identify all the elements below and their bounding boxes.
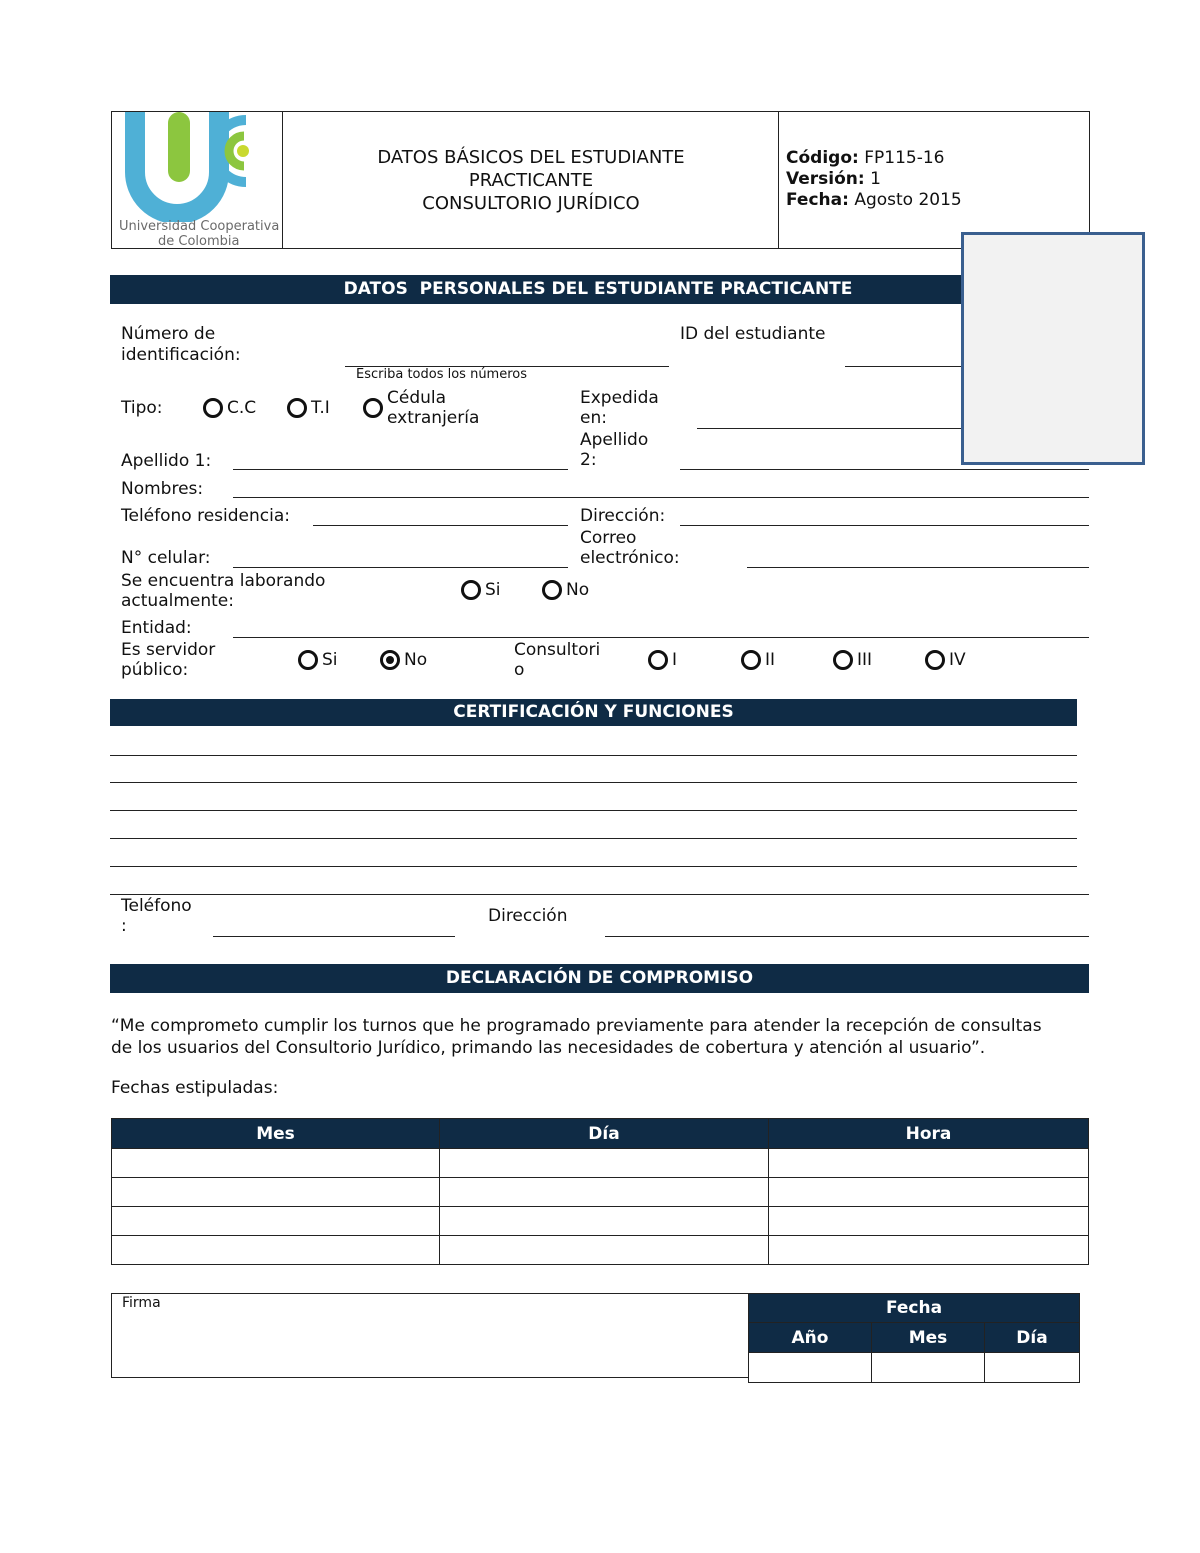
version-value: 1 <box>870 169 881 189</box>
numero-id-hint: Escriba todos los números <box>356 367 527 382</box>
col-hora: Hora <box>769 1119 1089 1149</box>
cell-mes[interactable] <box>112 1207 440 1236</box>
apellido1-label: Apellido 1: <box>121 451 212 471</box>
cell-mes[interactable] <box>112 1178 440 1207</box>
nombres-label: Nombres: <box>121 479 204 499</box>
table-row <box>112 1178 1089 1207</box>
firma-fecha-table <box>748 1293 1080 1383</box>
certificacion-line-1[interactable] <box>110 755 1077 756</box>
cell-dia[interactable] <box>440 1178 769 1207</box>
radio-label: C.C <box>227 398 257 418</box>
laborando-label <box>121 571 325 611</box>
laborando-label-line2: actualmente: <box>121 591 234 611</box>
cell-hora[interactable] <box>769 1236 1089 1265</box>
certificacion-line-3[interactable] <box>110 810 1077 811</box>
nombres-field[interactable] <box>233 497 1089 498</box>
radio-circle <box>833 650 853 670</box>
firma-label: Firma <box>122 1295 161 1311</box>
col-mes: Mes <box>112 1119 440 1149</box>
numero-id-label <box>121 324 241 366</box>
logo-text-line1: Universidad Cooperativa <box>119 219 280 234</box>
apellido1-field[interactable] <box>233 469 568 470</box>
expedida-label-line1: Expedida <box>580 388 659 408</box>
celular-field[interactable] <box>233 567 568 568</box>
radio-circle <box>741 650 761 670</box>
servidor-label <box>121 640 215 680</box>
codigo-label: Código: <box>786 148 859 168</box>
table-row <box>112 1236 1089 1265</box>
radio-tipo-extranjeria[interactable] <box>363 388 479 428</box>
cell-hora[interactable] <box>769 1149 1089 1178</box>
cell-mes[interactable] <box>112 1149 440 1178</box>
col-dia: Día <box>440 1119 769 1149</box>
radio-label: No <box>404 650 428 670</box>
correo-field[interactable] <box>747 567 1089 568</box>
radio-circle <box>287 398 307 418</box>
radio-circle <box>542 580 562 600</box>
correo-label-line2: electrónico: <box>580 548 680 568</box>
radio-circle <box>363 398 383 418</box>
apellido2-label-line1: Apellido <box>580 430 649 450</box>
servidor-label-line1: Es servidor <box>121 640 216 660</box>
form-title-line3: CONSULTORIO JURÍDICO <box>422 193 640 214</box>
radio-servidor-si[interactable] <box>298 650 338 670</box>
cell-dia[interactable] <box>440 1236 769 1265</box>
cert-telefono-label-line1: Teléfono <box>121 896 192 916</box>
consultorio-label <box>514 640 600 680</box>
logo-mark <box>116 112 281 222</box>
radio-servidor-no[interactable] <box>380 650 427 670</box>
numero-id-label-line1: Número de <box>121 324 216 344</box>
fechas-label: Fechas estipuladas: <box>111 1078 279 1098</box>
section-bar-certificacion: CERTIFICACIÓN Y FUNCIONES <box>110 699 1077 726</box>
correo-label-line1: Correo <box>580 528 637 548</box>
compromiso-text-line1: “Me comprometo cumplir los turnos que he programado previamente para atender la recepción de consultas <box>111 1016 1042 1036</box>
servidor-label-line2: público: <box>121 660 189 680</box>
cell-mes[interactable] <box>872 1353 985 1383</box>
col-dia: Día <box>985 1323 1080 1353</box>
compromiso-text <box>111 1015 1042 1059</box>
direccion-label: Dirección: <box>580 506 666 526</box>
tipo-label: Tipo: <box>121 398 163 418</box>
cell-mes[interactable] <box>112 1236 440 1265</box>
numero-id-label-line2: identificación: <box>121 345 241 365</box>
firma-fecha-title-row <box>749 1294 1080 1323</box>
firma-fecha-columns-row <box>749 1323 1080 1353</box>
radio-laborando-no[interactable] <box>542 580 589 600</box>
expedida-label-line2: en: <box>580 408 607 428</box>
cell-anio[interactable] <box>749 1353 872 1383</box>
compromiso-text-line2: de los usuarios del Consultorio Jurídico, primando las necesidades de cobertura y atención al usuario”. <box>111 1038 986 1058</box>
radio-consultorio-iv[interactable] <box>925 650 966 670</box>
celular-label: N° celular: <box>121 548 211 568</box>
consultorio-label-line1: Consultori <box>514 640 601 660</box>
photo-placeholder[interactable] <box>961 232 1145 465</box>
cert-direccion-field[interactable] <box>605 936 1089 937</box>
cell-dia[interactable] <box>440 1207 769 1236</box>
radio-label: III <box>857 650 873 670</box>
laborando-label-line1: Se encuentra laborando <box>121 571 326 591</box>
cert-direccion-label: Dirección <box>488 906 568 926</box>
radio-circle <box>925 650 945 670</box>
apellido2-label-line2: 2: <box>580 450 597 470</box>
telefono-residencia-field[interactable] <box>313 525 568 526</box>
radio-tipo-cc[interactable] <box>203 398 256 418</box>
certificacion-line-4[interactable] <box>110 838 1077 839</box>
radio-label: T.I <box>311 398 330 418</box>
radio-consultorio-ii[interactable] <box>741 650 775 670</box>
radio-label: No <box>566 580 590 600</box>
telefono-residencia-label: Teléfono residencia: <box>121 506 290 526</box>
fecha-label: Fecha: <box>786 190 849 210</box>
radio-label: Si <box>485 580 501 600</box>
version-label: Versión: <box>786 169 865 189</box>
cell-hora[interactable] <box>769 1207 1089 1236</box>
cell-hora[interactable] <box>769 1178 1089 1207</box>
radio-circle <box>648 650 668 670</box>
radio-label <box>387 388 479 428</box>
radio-consultorio-i[interactable] <box>648 650 677 670</box>
radio-label-line2: extranjería <box>387 408 480 428</box>
radio-tipo-ti[interactable] <box>287 398 330 418</box>
radio-circle <box>203 398 223 418</box>
expedida-label <box>580 388 659 428</box>
codigo-value: FP115-16 <box>864 148 945 168</box>
radio-label: I <box>672 650 678 670</box>
section-bar-declaracion: DECLARACIÓN DE COMPROMISO <box>110 964 1089 993</box>
radio-consultorio-iii[interactable] <box>833 650 872 670</box>
radio-label-line1: Cédula <box>387 388 447 408</box>
radio-label: IV <box>949 650 966 670</box>
radio-circle <box>461 580 481 600</box>
col-mes: Mes <box>872 1323 985 1353</box>
fechas-table <box>111 1118 1089 1265</box>
id-estudiante-field[interactable] <box>845 366 961 367</box>
direccion-field[interactable] <box>680 525 1089 526</box>
radio-circle-selected <box>380 650 400 670</box>
correo-label <box>580 528 680 568</box>
cert-telefono-label <box>121 896 192 936</box>
logo-text-line2: de Colombia <box>158 234 240 246</box>
section-bar-personal: DATOS PERSONALES DEL ESTUDIANTE PRACTICANTE <box>110 275 1088 304</box>
form-title-line1: DATOS BÁSICOS DEL ESTUDIANTE <box>377 147 685 168</box>
apellido2-label <box>580 430 648 470</box>
table-row <box>112 1207 1089 1236</box>
firma-fecha-header: Fecha <box>749 1294 1080 1323</box>
fecha-value: Agosto 2015 <box>854 190 962 210</box>
document-info <box>786 148 962 211</box>
expedida-field[interactable] <box>697 428 961 429</box>
cert-telefono-field[interactable] <box>213 936 455 937</box>
certificacion-line-6[interactable] <box>110 894 1089 895</box>
apellido2-field[interactable] <box>680 469 1089 470</box>
form-title <box>283 146 779 215</box>
cell-dia[interactable] <box>985 1353 1080 1383</box>
form-title-line2: PRACTICANTE <box>468 170 594 191</box>
cell-dia[interactable] <box>440 1149 769 1178</box>
radio-label: II <box>765 650 776 670</box>
fechas-table-header <box>112 1119 1089 1149</box>
certificacion-line-5[interactable] <box>110 866 1077 867</box>
entidad-field[interactable] <box>233 637 1089 638</box>
radio-label: Si <box>322 650 338 670</box>
table-row <box>112 1149 1089 1178</box>
cert-telefono-label-line2: : <box>121 916 127 936</box>
firma-box[interactable] <box>111 1293 749 1378</box>
radio-circle <box>298 650 318 670</box>
table-row <box>749 1353 1080 1383</box>
radio-laborando-si[interactable] <box>461 580 501 600</box>
id-estudiante-label: ID del estudiante <box>680 324 826 344</box>
certificacion-line-2[interactable] <box>110 782 1077 783</box>
entidad-label: Entidad: <box>121 618 192 638</box>
col-anio: Año <box>749 1323 872 1353</box>
university-logo <box>116 112 281 246</box>
consultorio-label-line2: o <box>514 660 525 680</box>
